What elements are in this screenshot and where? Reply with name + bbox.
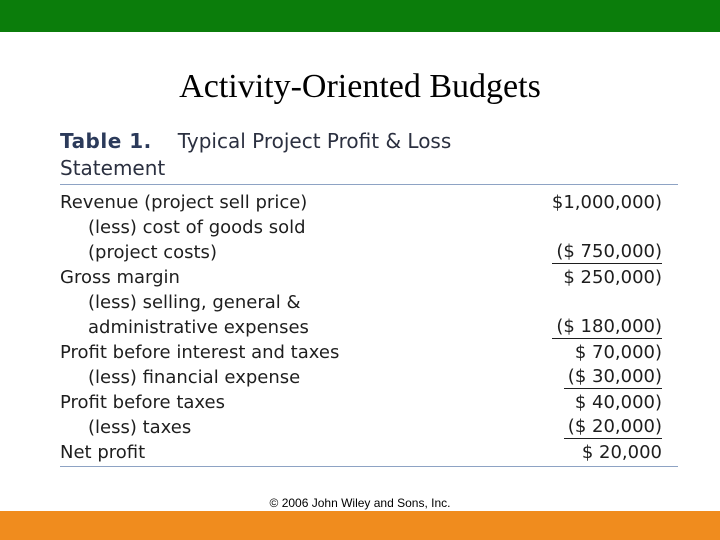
row-amount: $ 40,000): [574, 392, 662, 413]
table-row: [60, 440, 662, 465]
row-amount: $ 20,000: [581, 442, 662, 463]
table-top-rule: [60, 184, 678, 185]
table-row: [60, 190, 662, 215]
row-label: (less) taxes: [88, 417, 192, 438]
row-label: Net profit: [60, 442, 146, 463]
row-amount: $ 70,000): [574, 342, 662, 363]
table-row: [60, 365, 662, 390]
row-label: Gross margin: [60, 267, 180, 288]
row-amount: $1,000,000): [551, 192, 662, 213]
table-title: [60, 128, 451, 154]
row-amount: $ 250,000): [563, 267, 662, 288]
row-label: Revenue (project sell price): [60, 192, 308, 213]
row-label: (less) selling, general &: [88, 292, 301, 313]
row-amount: ($ 20,000): [564, 415, 662, 439]
row-label: Profit before taxes: [60, 392, 225, 413]
table-row: [60, 265, 662, 290]
bottom-accent-bar: [0, 511, 720, 540]
slide-title: Activity-Oriented Budgets: [179, 68, 541, 105]
table-row: [60, 215, 662, 240]
table-number: Table 1.: [60, 129, 152, 153]
table-row: [60, 240, 662, 265]
row-label: (less) cost of goods sold: [88, 217, 306, 238]
row-label: administrative expenses: [88, 317, 309, 338]
row-label: Profit before interest and taxes: [60, 342, 340, 363]
table-row: [60, 290, 662, 315]
row-amount: ($ 180,000): [552, 315, 662, 339]
copyright-notice: © 2006 John Wiley and Sons, Inc.: [269, 496, 451, 510]
row-amount: ($ 30,000): [564, 365, 662, 389]
row-label: (less) financial expense: [88, 367, 301, 388]
table-row: [60, 315, 662, 340]
table-title-text: Typical Project Profit & Loss: [177, 129, 452, 153]
profit-loss-table: [60, 122, 680, 472]
row-label: (project costs): [88, 242, 217, 263]
table-row: [60, 340, 662, 365]
table-title-continued: Statement: [60, 156, 166, 180]
table-row: [60, 390, 662, 415]
row-amount: ($ 750,000): [552, 240, 662, 264]
table-row: [60, 415, 662, 440]
top-accent-bar: [0, 0, 720, 32]
table-bottom-rule: [60, 466, 678, 467]
